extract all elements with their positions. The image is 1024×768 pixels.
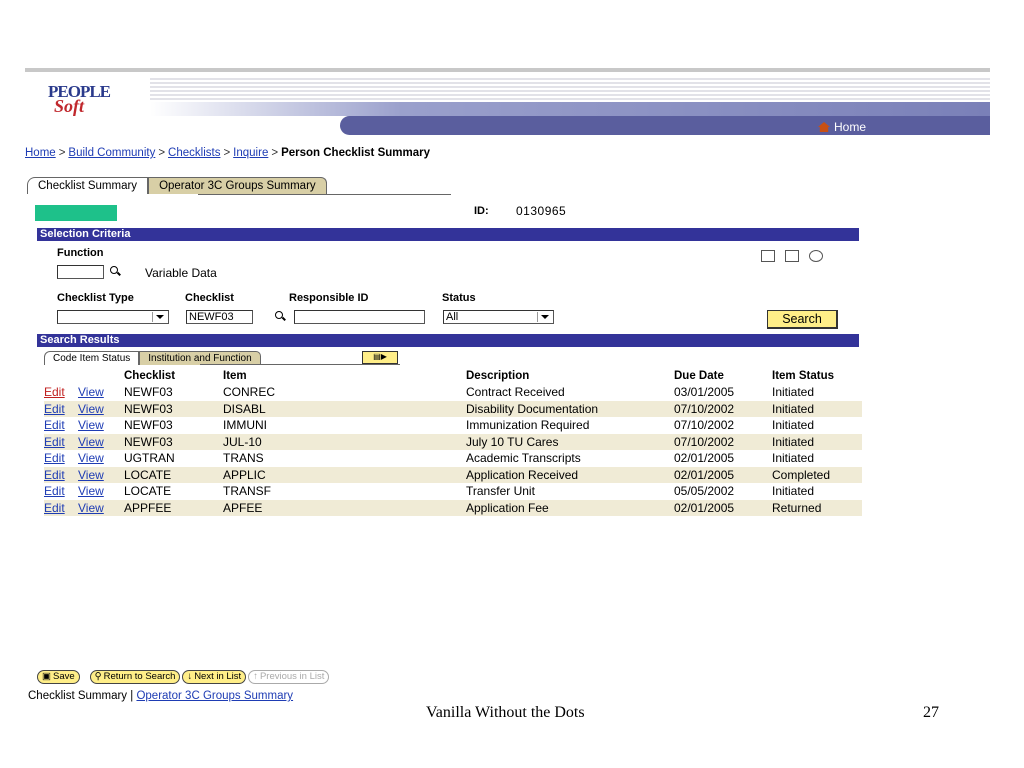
envelope-icon[interactable] xyxy=(761,250,775,262)
table-cell xyxy=(466,483,674,500)
table-cell xyxy=(674,500,772,517)
edit-link[interactable]: Edit xyxy=(44,484,65,499)
cell-checklist: UGTRAN xyxy=(124,451,175,466)
checklist-lookup-icon[interactable] xyxy=(273,310,287,324)
tab-operator-groups-summary[interactable]: Operator 3C Groups Summary xyxy=(148,177,327,194)
table-cell xyxy=(124,401,223,418)
table-row xyxy=(44,434,862,451)
table-cell xyxy=(466,450,674,467)
view-link[interactable]: View xyxy=(78,385,104,400)
table-cell xyxy=(223,467,466,484)
table-cell xyxy=(124,434,223,451)
footer-links xyxy=(28,690,293,702)
tab-underline xyxy=(198,194,451,195)
header-stripes xyxy=(150,78,990,102)
table-cell xyxy=(466,417,674,434)
view-link[interactable]: View xyxy=(78,451,104,466)
results-table xyxy=(44,368,862,516)
breadcrumb-build-community[interactable]: Build Community xyxy=(68,147,156,159)
table-cell xyxy=(466,401,674,418)
top-divider xyxy=(25,68,990,72)
id-value: 0130965 xyxy=(516,204,567,218)
table-row xyxy=(44,384,862,401)
table-header-row xyxy=(44,368,862,384)
table-cell xyxy=(772,483,862,500)
cell-item: CONREC xyxy=(223,385,276,400)
table-row xyxy=(44,401,862,418)
cell-item-status: Initiated xyxy=(772,401,815,416)
breadcrumb-inquire[interactable]: Inquire xyxy=(233,147,269,159)
table-cell xyxy=(44,500,78,517)
search-icon: ⚲ xyxy=(94,671,102,682)
status-label: Status xyxy=(442,292,476,304)
peoplesoft-logo xyxy=(48,82,118,118)
page-tabs xyxy=(27,177,327,195)
cell-due-date: 03/01/2005 xyxy=(674,385,735,400)
toolbar-icons xyxy=(761,250,823,262)
column-header-item-status: Item Status xyxy=(772,370,834,382)
up-arrow-icon: ↑ xyxy=(253,671,258,682)
breadcrumb-separator: > xyxy=(271,147,279,159)
table-cell xyxy=(44,483,78,500)
cell-item: APFEE xyxy=(223,500,263,515)
cell-item: IMMUNI xyxy=(223,418,267,433)
previous-in-list-button xyxy=(248,670,329,684)
save-label: Save xyxy=(52,671,75,682)
table-row xyxy=(44,500,862,517)
table-row xyxy=(44,417,862,434)
checklist-input[interactable]: NEWF03 xyxy=(186,310,253,324)
search-button[interactable]: Search xyxy=(767,310,838,329)
logo-line2: Soft xyxy=(54,96,85,116)
table-row xyxy=(44,467,862,484)
function-lookup-icon[interactable] xyxy=(108,265,122,279)
cell-item-status: Initiated xyxy=(772,434,815,449)
checklist-type-label: Checklist Type xyxy=(57,292,134,304)
down-arrow-icon: ↓ xyxy=(187,671,193,682)
cell-checklist: LOCATE xyxy=(124,484,172,499)
breadcrumb-separator: > xyxy=(58,147,66,159)
table-cell xyxy=(124,500,223,517)
table-cell xyxy=(223,500,466,517)
edit-link[interactable]: Edit xyxy=(44,500,65,515)
cell-description: July 10 TU Cares xyxy=(466,434,559,449)
chevron-down-icon xyxy=(152,312,167,322)
cell-checklist: NEWF03 xyxy=(124,401,173,416)
footer-link-operator-groups[interactable]: Operator 3C Groups Summary xyxy=(136,690,294,702)
view-link[interactable]: View xyxy=(78,500,104,515)
function-label: Function xyxy=(57,247,104,259)
tab-code-item-status[interactable]: Code Item Status xyxy=(44,351,139,365)
table-cell xyxy=(44,384,78,401)
cell-item-status: Initiated xyxy=(772,385,815,400)
cell-due-date: 02/01/2005 xyxy=(674,500,735,515)
table-cell xyxy=(223,483,466,500)
cell-item-status: Initiated xyxy=(772,451,815,466)
table-cell xyxy=(466,467,674,484)
table-cell xyxy=(44,467,78,484)
table-cell xyxy=(674,450,772,467)
chevron-down-icon xyxy=(537,312,552,322)
cell-due-date: 05/05/2002 xyxy=(674,484,735,499)
tab-checklist-summary[interactable]: Checklist Summary xyxy=(27,177,148,194)
cell-description: Immunization Required xyxy=(466,418,590,433)
table-cell xyxy=(44,450,78,467)
cell-checklist: NEWF03 xyxy=(124,385,173,400)
table-cell xyxy=(772,401,862,418)
column-header-item: Item xyxy=(223,370,247,382)
edit-link[interactable]: Edit xyxy=(44,385,65,400)
function-input[interactable] xyxy=(57,265,104,279)
table-cell xyxy=(78,467,124,484)
save-button[interactable] xyxy=(37,670,80,684)
table-cell xyxy=(223,401,466,418)
footer-link-separator: | xyxy=(130,690,134,702)
cell-checklist: LOCATE xyxy=(124,467,172,482)
cell-checklist: NEWF03 xyxy=(124,434,173,449)
cell-description: Contract Received xyxy=(466,385,565,400)
column-header xyxy=(78,368,124,384)
table-cell xyxy=(78,401,124,418)
cell-due-date: 07/10/2002 xyxy=(674,418,735,433)
edit-link[interactable]: Edit xyxy=(44,451,65,466)
column-header-checklist: Checklist xyxy=(124,370,176,382)
cell-item-status: Initiated xyxy=(772,484,815,499)
cell-item-status: Initiated xyxy=(772,418,815,433)
column-header-due-date: Due Date xyxy=(674,370,724,382)
return-to-search-label: Return to Search xyxy=(103,671,176,682)
home-label: Home xyxy=(834,120,867,134)
table-cell xyxy=(674,483,772,500)
cell-item: TRANS xyxy=(223,451,264,466)
table-cell xyxy=(78,500,124,517)
table-row xyxy=(44,450,862,467)
cell-item-status: Completed xyxy=(772,467,831,482)
cell-item: APPLIC xyxy=(223,467,266,482)
status-select[interactable] xyxy=(443,310,554,324)
cell-description: Transfer Unit xyxy=(466,484,535,499)
cell-item: TRANSF xyxy=(223,484,271,499)
table-cell xyxy=(674,417,772,434)
table-row xyxy=(44,483,862,500)
table-cell xyxy=(466,500,674,517)
header-gradient-bar xyxy=(150,102,990,116)
logo-line1: PEOPLE xyxy=(48,82,111,101)
search-results-header: Search Results xyxy=(37,334,859,347)
table-cell xyxy=(674,434,772,451)
table-cell xyxy=(124,450,223,467)
results-tab-underline xyxy=(200,364,400,365)
table-cell xyxy=(223,417,466,434)
comment-icon[interactable] xyxy=(809,250,823,262)
cell-checklist: NEWF03 xyxy=(124,418,173,433)
table-cell xyxy=(772,450,862,467)
cell-checklist: APPFEE xyxy=(124,500,172,515)
tab-institution-function[interactable]: Institution and Function xyxy=(139,351,260,365)
cell-due-date: 02/01/2005 xyxy=(674,451,735,466)
variable-data-label: Variable Data xyxy=(145,266,217,280)
edit-link[interactable]: Edit xyxy=(44,401,65,416)
header-nav-bar xyxy=(340,116,990,135)
breadcrumb-home[interactable]: Home xyxy=(25,147,56,159)
cell-item: DISABL xyxy=(223,401,266,416)
table-cell xyxy=(223,434,466,451)
footer-toolbar xyxy=(37,670,329,684)
status-value: All xyxy=(446,311,459,323)
cell-description: Disability Documentation xyxy=(466,401,599,416)
table-cell xyxy=(44,434,78,451)
view-link[interactable]: View xyxy=(78,484,104,499)
table-cell xyxy=(674,467,772,484)
table-cell xyxy=(674,401,772,418)
cell-due-date: 07/10/2002 xyxy=(674,434,735,449)
table-cell xyxy=(44,417,78,434)
checklist-label: Checklist xyxy=(185,292,234,304)
table-cell xyxy=(124,483,223,500)
view-link[interactable]: View xyxy=(78,418,104,433)
table-cell xyxy=(223,384,466,401)
cell-description: Application Fee xyxy=(466,500,549,515)
breadcrumb-separator: > xyxy=(223,147,231,159)
view-link[interactable]: View xyxy=(78,401,104,416)
table-cell xyxy=(78,417,124,434)
cell-item-status: Returned xyxy=(772,500,822,515)
view-link[interactable]: View xyxy=(78,467,104,482)
cell-due-date: 02/01/2005 xyxy=(674,467,735,482)
return-to-search-button[interactable] xyxy=(90,670,181,684)
breadcrumb xyxy=(25,147,430,159)
slide-footer-text: Vanilla Without the Dots xyxy=(426,706,585,720)
slide-page-number: 27 xyxy=(923,706,939,720)
edit-link[interactable]: Edit xyxy=(44,418,65,433)
cell-due-date: 07/10/2002 xyxy=(674,401,735,416)
table-cell xyxy=(674,384,772,401)
next-in-list-label: Next in List xyxy=(194,671,242,682)
view-link[interactable]: View xyxy=(78,434,104,449)
column-header xyxy=(44,368,78,384)
table-cell xyxy=(772,417,862,434)
breadcrumb-separator: > xyxy=(158,147,166,159)
table-cell xyxy=(772,384,862,401)
table-cell xyxy=(124,417,223,434)
table-cell xyxy=(78,434,124,451)
name-highlight xyxy=(35,205,117,221)
results-tabs xyxy=(44,351,261,365)
table-cell xyxy=(124,384,223,401)
save-icon: ▣ xyxy=(42,671,51,682)
table-cell xyxy=(772,500,862,517)
table-cell xyxy=(78,450,124,467)
next-in-list-button[interactable] xyxy=(182,670,246,684)
edit-link[interactable]: Edit xyxy=(44,434,65,449)
footer-link-checklist-summary: Checklist Summary xyxy=(28,690,128,702)
table-cell xyxy=(772,434,862,451)
cell-item: JUL-10 xyxy=(223,434,262,449)
table-cell xyxy=(223,450,466,467)
table-cell xyxy=(44,401,78,418)
id-label: ID: xyxy=(474,205,489,217)
table-cell xyxy=(78,384,124,401)
home-icon xyxy=(818,122,830,132)
responsible-id-label: Responsible ID xyxy=(289,292,369,304)
cell-description: Academic Transcripts xyxy=(466,451,581,466)
cell-description: Application Received xyxy=(466,467,579,482)
table-cell xyxy=(124,467,223,484)
table-cell xyxy=(78,483,124,500)
show-all-columns-icon[interactable]: ▤▶ xyxy=(362,351,398,364)
table-cell xyxy=(466,384,674,401)
edit-link[interactable]: Edit xyxy=(44,467,65,482)
notepad-icon[interactable] xyxy=(785,250,799,262)
previous-in-list-label: Previous in List xyxy=(259,671,325,682)
checklist-type-select[interactable] xyxy=(57,310,169,324)
breadcrumb-current: Person Checklist Summary xyxy=(281,147,430,159)
selection-criteria-header: Selection Criteria xyxy=(37,228,859,241)
responsible-id-input[interactable] xyxy=(294,310,425,324)
table-cell xyxy=(772,467,862,484)
home-link[interactable] xyxy=(818,120,866,134)
column-header-description: Description xyxy=(466,370,530,382)
breadcrumb-checklists[interactable]: Checklists xyxy=(168,147,221,159)
table-cell xyxy=(466,434,674,451)
